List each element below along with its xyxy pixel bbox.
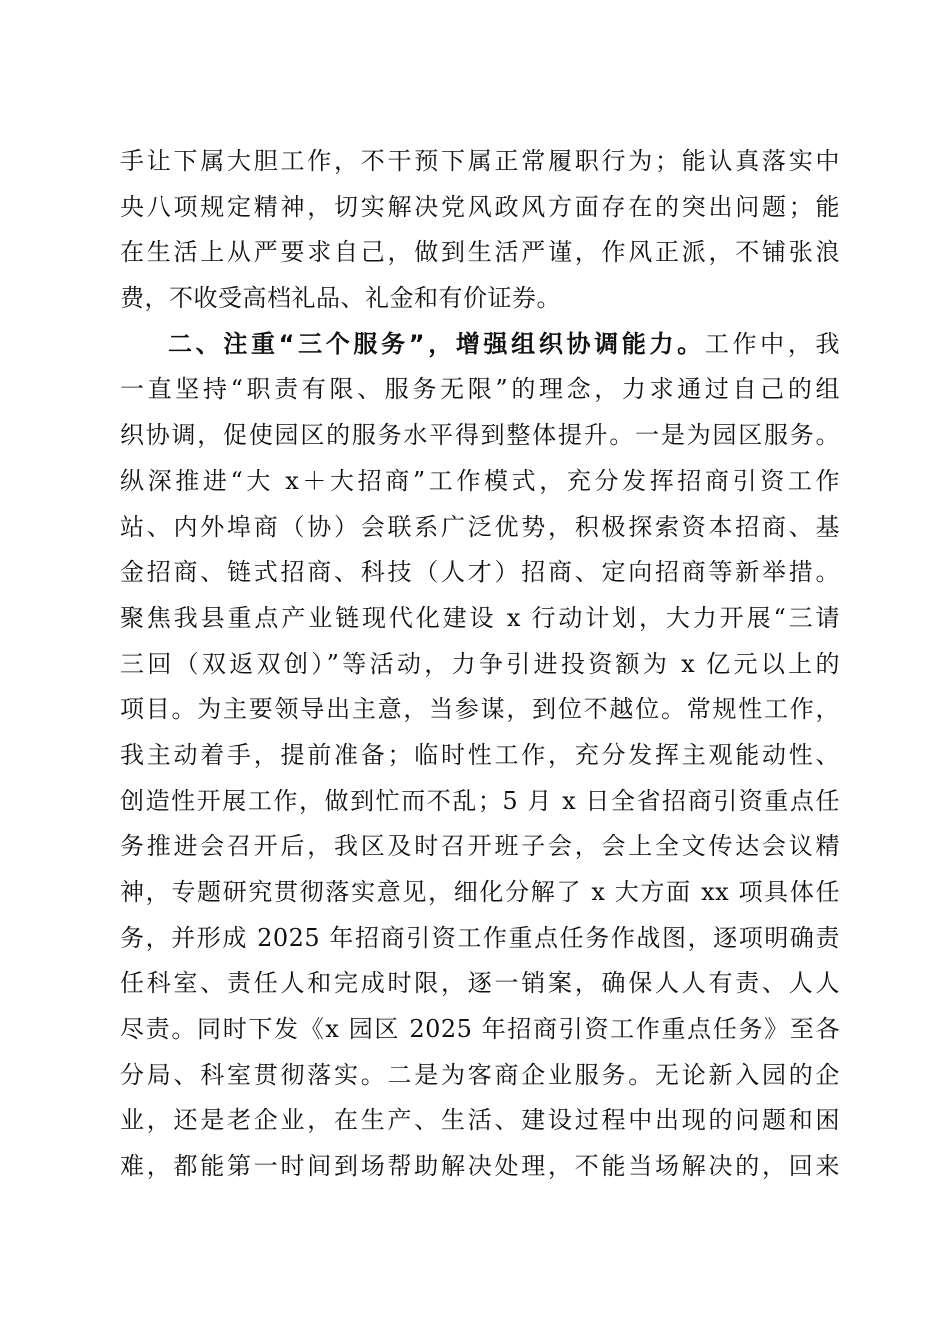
text-line: 三回（双返双创）”等活动，力争引进投资额为 x 亿元以上的 [120,649,840,678]
section-heading-line [120,322,840,368]
text-line: 神，专题研究贯彻落实意见，细化分解了 x 大方面 xx 项具体任 [120,878,840,906]
text-line: 任科室、责任人和完成时限，逐一销案，确保人人有责、人人 [120,969,840,998]
text-line: 聚焦我县重点产业链现代化建设 x 行动计划，大力开展“三请 [120,603,840,632]
text-line: 创造性开展工作，做到忙而不乱；5 月 x 日全省招商引资重点任 [120,786,840,815]
text-line: 难，都能第一时间到场帮助解决处理，不能当场解决的，回来 [120,1152,840,1181]
text-span: 工作中，我 [704,329,841,358]
text-line: 织协调，促使园区的服务水平得到整体提升。一是为园区服务。 [120,421,840,450]
text-line: 纵深推进“大 x＋大招商”工作模式，充分发挥招商引资工作 [120,466,840,495]
text-line: 手让下属大胆工作，不干预下属正常履职行为；能认真落实中 [120,147,840,175]
section-heading: 二、注重“三个服务”，增强组织协调能力。 [168,329,705,358]
text-line: 央八项规定精神，切实解决党风政风方面存在的突出问题；能 [120,192,840,221]
document-body [120,139,840,1190]
text-line: 项目。为主要领导出主意，当参谋，到位不越位。常规性工作， [120,695,840,724]
text-line: 务，并形成 2025 年招商引资工作重点任务作战图，逐项明确责 [120,923,840,952]
text-line: 一直坚持“职责有限、服务无限”的理念，力求通过自己的组 [120,375,840,404]
text-line: 我主动着手，提前准备；临时性工作，充分发挥主观能动性、 [120,740,840,769]
text-line: 站、内外埠商（协）会联系广泛优势，积极探索资本招商、基 [120,512,840,541]
text-line: 尽责。同时下发《x 园区 2025 年招商引资工作重点任务》至各 [120,1015,840,1044]
text-line: 分局、科室贯彻落实。二是为客商企业服务。无论新入园的企 [120,1060,840,1089]
text-line: 在生活上从严要求自己，做到生活严谨，作风正派，不铺张浪 [120,238,840,267]
text-line: 费，不收受高档礼品、礼金和有价证券。 [120,284,561,313]
text-line: 务推进会召开后，我区及时召开班子会，会上全文传达会议精 [120,832,840,861]
text-line: 金招商、链式招商、科技（人才）招商、定向招商等新举措。 [120,558,840,587]
text-line: 业，还是老企业，在生产、生活、建设过程中出现的问题和困 [120,1106,840,1135]
